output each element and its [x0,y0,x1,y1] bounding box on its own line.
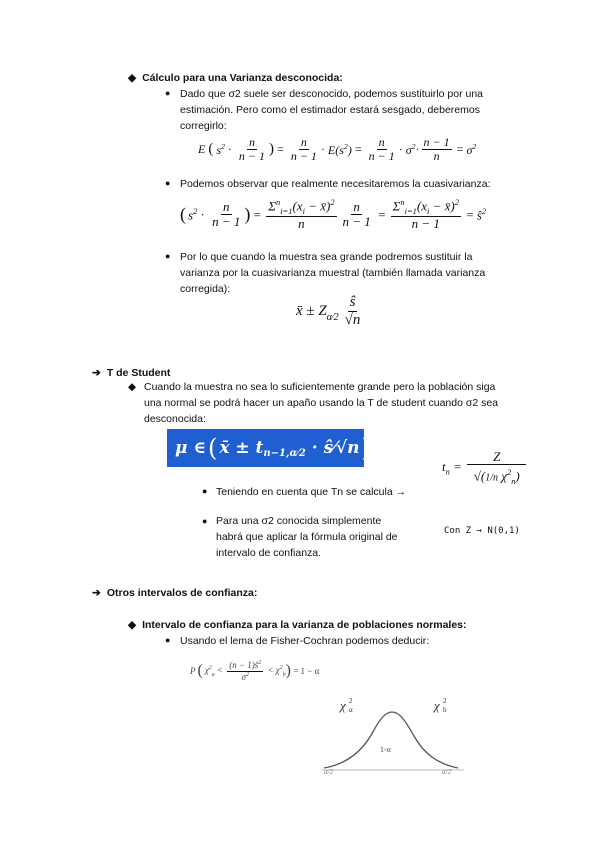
formula-tn: $t_n$ = $\frac{Z}{√(1/n \chi^2_n)}$ [442,450,528,487]
svg-text:2: 2 [349,697,353,705]
paragraph [180,249,485,297]
paragraph [216,513,398,561]
dot-bullet-icon: ● [165,88,171,98]
text-line: Podemos observar que realmente necesitaremos la cuasivarianza: [180,178,491,190]
text-line: habrá que aplicar la fórmula original de [216,531,398,543]
formula-fisher-cochran: P ( $\chi^2_a$ < $\frac{(n - 1)ŝ^2}{\sigma^2}$ < $\chi^2_b$ ) = 1 − α [190,660,320,682]
text-line: Teniendo en cuenta que Tn se calcula → [216,486,407,498]
dot-bullet-icon: ● [165,251,171,261]
formula-t-student-box: μ ∈ ( x̄ ± t n−1,α⁄2 · ŝ⁄√n ) [167,429,364,467]
section-title: Cálculo para una Varianza desconocida: [142,72,343,84]
density-curve [324,712,458,768]
note-distribution: Con Z → N(0,1) [444,526,520,536]
subsection-title: Intervalo de confianza para la varianza de poblaciones normales: [142,619,467,631]
svg-text:b: b [443,706,447,714]
diamond-bullet-icon: ◆ [128,381,137,393]
text-line: intervalo de confianza. [216,547,322,559]
diamond-bullet-icon: ◆ [128,619,137,631]
dot-bullet-icon: ● [202,486,208,496]
dot-bullet-icon: ● [202,516,208,526]
text-line: Cuando la muestra no sea lo suficientemente grande pero la población siga [144,381,496,393]
text-line: estimación. Pero como el estimador estará sesgado, deberemos [180,104,480,116]
section-title: T de Student [106,367,171,379]
area-label: 1-α [380,745,391,754]
diamond-bullet-icon: ◆ [128,72,137,84]
section-otros-intervalos-heading [92,585,257,601]
subsection-heading [128,617,467,633]
chi-a-label: χ [340,698,346,713]
text-line: corregida): [180,283,231,295]
formula-interval-large-sample: x̄ ± Z α⁄2 $\frac{ŝ}{√n}$ [296,294,361,328]
svg-text:α/2: α/2 [442,768,452,776]
formula-cuasivarianza: ( $s^2$ · $\frac{n}{n - 1}$ ) = $\frac{\Sigma^n_{i=1}(x_i - x̄)^2}{n}$ $\frac{n}{n - 1}$ = $\frac{\Sigma^n_{i=1}(x_i - x̄)^2}{n - 1}$ = $ŝ^2$ [180,197,487,232]
svg-text:α: α [349,706,353,714]
chi-square-curve-figure [318,690,468,780]
text-line: Por lo que cuando la muestra sea grande podremos sustituir la [180,251,473,263]
arrow-bullet-icon: ➔ [92,587,101,599]
text-line: corregirlo: [180,120,227,132]
section-title: Otros intervalos de confianza: [106,587,258,599]
svg-text:2: 2 [443,697,447,705]
text-line: varianza por la cuasivarianza muestral (también llamada varianza [180,267,486,279]
paragraph [144,379,498,427]
paragraph [180,86,483,134]
text-line: una normal se podrá hacer un apaño usando la T de student cuando σ2 sea [144,397,499,409]
formula-expectation: E ( $s^2$ · $\frac{n}{n - 1}$ ) = $\frac{n}{n - 1}$ · $E(s^2)$ = $\frac{n}{n - 1}$ · $\sigma^2$ · $\frac{n - 1}{n}$ = $\sigma^2$ [198,135,477,164]
text-line: Dado que σ2 suele ser desconocido, podemos sustituirlo por una [180,88,483,100]
svg-text:α/2: α/2 [324,768,334,776]
text-line: Usando el lema de Fisher-Cochran podemos deducir: [180,635,430,647]
text-line: Para una σ2 conocida simplemente [216,515,382,527]
chi-b-label: χ [434,698,440,713]
dot-bullet-icon: ● [165,178,171,188]
dot-bullet-icon: ● [165,635,171,645]
text-line: desconocida: [144,413,206,425]
arrow-bullet-icon: ➔ [92,367,101,379]
section-cálculo-heading [128,70,343,86]
